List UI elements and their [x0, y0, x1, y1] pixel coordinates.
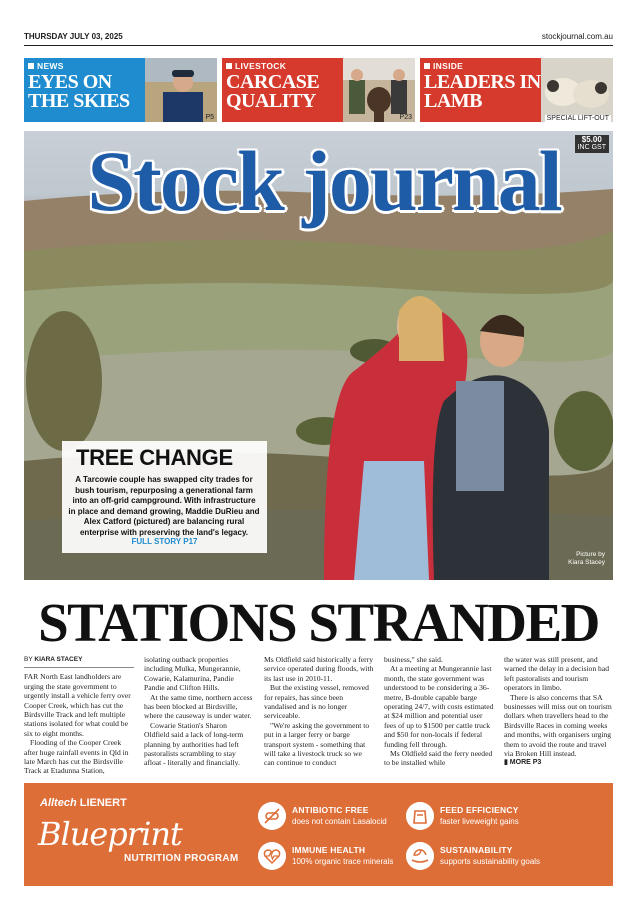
cattle-photo	[343, 58, 415, 122]
story-column	[504, 655, 614, 768]
paragraph: Ms Oldfield said the ferry needed to be installed while	[384, 749, 493, 768]
paragraph: But the existing vessel, removed for repairs, has since been vandalised and is no longer serviceable.	[264, 683, 369, 721]
teaser-tag: LIVESTOCK	[226, 61, 286, 71]
paragraph: FAR North East landholders are urging the state government to urgently install a vehicle ferry over Cooper Creek, which has cut the Birdsville Track and left multiple stations isolated for what could be six to eight months.	[24, 672, 131, 738]
advertisement-banner[interactable]	[24, 783, 613, 886]
cover-photo	[24, 131, 613, 580]
paragraph: the water was still present, and warned the delay in a decision had left pastoralists and tourism operators in limbo.	[504, 655, 610, 693]
heart-pulse-icon	[258, 842, 286, 870]
farmer-photo	[145, 58, 217, 122]
website-link[interactable]: stockjournal.com.au	[541, 32, 613, 41]
product-logo: Blueprint	[38, 815, 182, 853]
teaser-tag: INSIDE	[424, 61, 463, 71]
teaser-news[interactable]	[24, 58, 217, 122]
leaf-hand-icon	[406, 842, 434, 870]
teaser-strip	[24, 58, 613, 122]
masthead-logo: Stock journal	[87, 133, 561, 229]
paragraph: Flooding of the Cooper Creek after huge rainfall events in Qld in late March has cut the Birdsville Track at Etadunna Station,	[24, 738, 129, 776]
teaser-inside[interactable]	[420, 58, 613, 122]
paragraph: "We're asking the government to put in a larger ferry or barge transport system - something that will take a livestock truck so we can continue to conduct	[264, 720, 370, 768]
teaser-tag: NEWS	[28, 61, 64, 71]
feature-box[interactable]	[62, 441, 267, 553]
paragraph: business," she said.	[384, 655, 443, 664]
paragraph: At a meeting at Mungerannie last month, the state government was understood to be considering a 36-metre, B-double capable barge operating 24/7, with costs estimated at $24 million and potential user fees of up to $1500 per cattle truck and $50 for non-locals if federal funding fell through.	[384, 664, 494, 749]
paragraph: There is also concerns that SA businesses will miss out on tourism dollars when travellers head to the Birdsville Races in coming weeks and months, with organisers urging them to avoid the route and travel via Broken Hill instead.	[504, 692, 612, 759]
story-column	[24, 655, 134, 776]
lead-headline: STATIONS STRANDED	[38, 592, 599, 653]
feature-text: A Tarcowie couple has swapped city trades for bush tourism, repurposing a generational farm into an off-grid campground. With infrastructure in place and demand growing, Maddie DuRieu and Alex Catford (pictured) are balancing rural enterprise with preserving the land's legacy.	[68, 475, 260, 537]
paragraph: Cowarie Station's Sharon Oldfield said a lack of long-term planning by authorities had left pastoralists scrambling to stay afloat - literally and financially.	[144, 720, 244, 768]
teaser-page: SPECIAL LIFT-OUT	[546, 115, 609, 122]
ad-feature: SUSTAINABILITY supports sustainability goals	[406, 842, 596, 872]
paragraph: isolating outback properties including Mulka, Mungerannie, Cowarie, Kalamurina, Pandie Pandie and Clifton Hills.	[144, 655, 241, 693]
advertiser-logo: Alltech LIENERT	[40, 797, 127, 809]
program-name: NUTRITION PROGRAM	[124, 853, 239, 864]
feed-bag-icon	[406, 802, 434, 830]
teaser-headline: LEADERS IN LAMB	[424, 71, 541, 112]
teaser-page: P5	[205, 114, 214, 121]
paragraph: Ms Oldfield said historically a ferry service operated during floods, with its last use in 2010-11.	[264, 655, 374, 683]
teaser-livestock[interactable]	[222, 58, 415, 122]
ad-feature: FEED EFFICIENCY faster liveweight gains	[406, 802, 596, 832]
lead-story-body	[24, 655, 613, 780]
ad-feature: IMMUNE HEALTH 100% organic trace minerals	[258, 842, 448, 872]
feature-link[interactable]: FULL STORY P17	[131, 537, 198, 546]
paragraph: At the same time, northern access has been blocked at Birdsville, where the causeway is under water.	[144, 692, 253, 721]
story-column	[264, 655, 374, 768]
teaser-page: P23	[399, 114, 412, 121]
top-bar	[24, 30, 613, 44]
feature-title: TREE CHANGE	[76, 445, 233, 470]
byline: BY KIARA STACEY	[24, 655, 134, 668]
ad-feature: ANTIBIOTIC FREE does not contain Lasalocid	[258, 802, 448, 832]
price-badge: $5.00 INC GST	[575, 135, 609, 153]
divider	[24, 45, 613, 46]
more-link[interactable]: ▮ MORE P3	[504, 759, 542, 767]
teaser-headline: CARCASE QUALITY	[226, 71, 320, 112]
no-antibiotic-icon	[258, 802, 286, 830]
story-column	[144, 655, 254, 768]
sheep-photo	[541, 58, 613, 122]
issue-date: THURSDAY JULY 03, 2025	[24, 32, 123, 41]
photo-credit: Picture by Kiara Stacey	[568, 551, 605, 566]
story-column	[384, 655, 494, 768]
teaser-headline: EYES ON THE SKIES	[28, 71, 130, 112]
